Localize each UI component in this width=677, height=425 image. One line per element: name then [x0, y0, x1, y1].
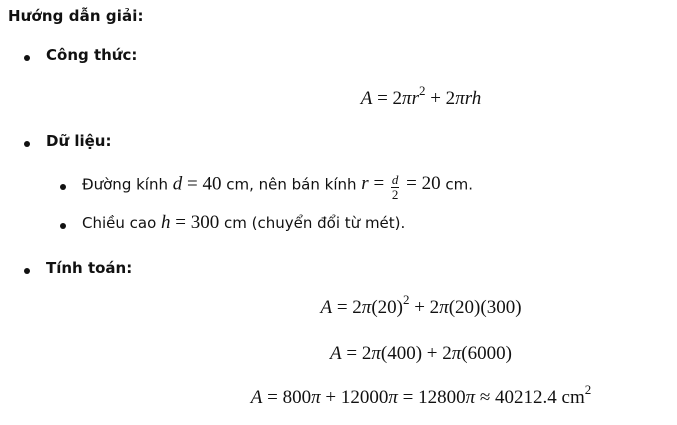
section-label-formula: Công thức: [46, 46, 138, 64]
bullet-dot [24, 141, 30, 147]
section-label-data: Dữ liệu: [46, 132, 112, 150]
bullet-dot [24, 55, 30, 61]
section-label-calculation: Tính toán: [46, 259, 133, 277]
data-item-height: Chiều cao h = 300 cm (chuyển đổi từ mét). [82, 212, 406, 233]
calc-equation-3: A = 800π + 12000π = 12800π ≈ 40212.4 $cm^2$ [250, 382, 592, 408]
bullet-dot [24, 268, 30, 274]
bullet-dot [60, 223, 66, 229]
calc-equation-2: A = 2π(400) + 2π(6000) [330, 343, 512, 364]
page-heading: Hướng dẫn giải: [8, 7, 144, 25]
bullet-dot [60, 184, 66, 190]
formula-equation: $A = 2\pi r^2 + 2\pi rh$ [360, 83, 482, 109]
data-item-diameter: Đường kính d = 40 cm, nên bán kính r = $\frac{d}{2}$ = 20 cm. [82, 172, 474, 203]
calc-equation-1: $A = 2\pi(20)^2 + 2\pi(20)(300)$ [320, 292, 522, 318]
